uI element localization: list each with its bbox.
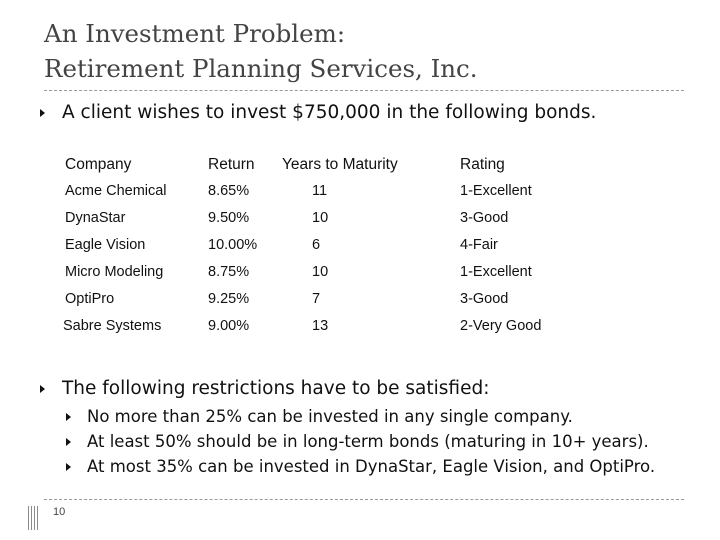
table-header-company: Company — [65, 156, 132, 173]
footer-stripes-icon — [28, 506, 38, 530]
table-cell-company: Sabre Systems — [63, 318, 162, 334]
page-number: 10 — [53, 506, 66, 518]
table-cell-company: OptiPro — [65, 291, 115, 307]
table-header-rating: Rating — [460, 156, 505, 173]
restriction-text: At least 50% should be in long-term bonds (maturing in 10+ years). — [87, 432, 649, 451]
table-header-years: Years to Maturity — [282, 156, 398, 173]
table-header-return: Return — [208, 156, 255, 173]
table-cell-rating: 1-Excellent — [460, 183, 532, 199]
bullet-arrow-icon — [66, 463, 71, 471]
intro-bullet — [40, 102, 596, 123]
slide-title — [44, 16, 478, 86]
restrictions-heading: The following restrictions have to be satisfied: — [62, 378, 490, 399]
table-cell-return: 8.65% — [208, 183, 250, 199]
table-cell-years: 7 — [312, 291, 321, 307]
table-cell-return: 9.25% — [208, 291, 250, 307]
restriction-item — [66, 407, 573, 426]
restriction-item — [66, 432, 649, 451]
table-cell-years: 13 — [312, 318, 329, 334]
table-cell-company: DynaStar — [65, 210, 126, 226]
table-cell-rating: 1-Excellent — [460, 264, 532, 280]
table-cell-company: Eagle Vision — [65, 237, 146, 253]
slide-title-line-1: An Investment Problem: — [44, 19, 346, 48]
table-cell-years: 11 — [312, 183, 328, 199]
table-cell-rating: 3-Good — [460, 210, 509, 226]
restriction-text: At most 35% can be invested in DynaStar, Eagle Vision, and OptiPro. — [87, 457, 656, 476]
table-cell-years: 6 — [312, 237, 321, 253]
bullet-arrow-icon — [40, 385, 45, 393]
restrictions-bullet — [40, 378, 489, 399]
footer-divider — [44, 499, 684, 500]
title-divider — [44, 90, 684, 91]
restriction-text: No more than 25% can be invested in any single company. — [87, 407, 573, 426]
bullet-arrow-icon — [66, 438, 71, 446]
bullet-arrow-icon — [40, 109, 45, 117]
table-cell-company: Acme Chemical — [65, 183, 167, 199]
table-cell-return: 9.50% — [208, 210, 250, 226]
restriction-item — [66, 457, 655, 476]
table-cell-company: Micro Modeling — [65, 264, 164, 280]
table-cell-years: 10 — [312, 264, 329, 280]
table-cell-return: 8.75% — [208, 264, 250, 280]
table-cell-years: 10 — [312, 210, 329, 226]
intro-text: A client wishes to invest $750,000 in the following bonds. — [62, 102, 597, 123]
slide-title-line-2: Retirement Planning Services, Inc. — [44, 54, 478, 83]
table-cell-return: 9.00% — [208, 318, 250, 334]
table-cell-rating: 4-Fair — [460, 237, 498, 253]
table-cell-return: 10.00% — [208, 237, 258, 253]
bullet-arrow-icon — [66, 413, 71, 421]
table-cell-rating: 2-Very Good — [460, 318, 542, 334]
table-cell-rating: 3-Good — [460, 291, 509, 307]
